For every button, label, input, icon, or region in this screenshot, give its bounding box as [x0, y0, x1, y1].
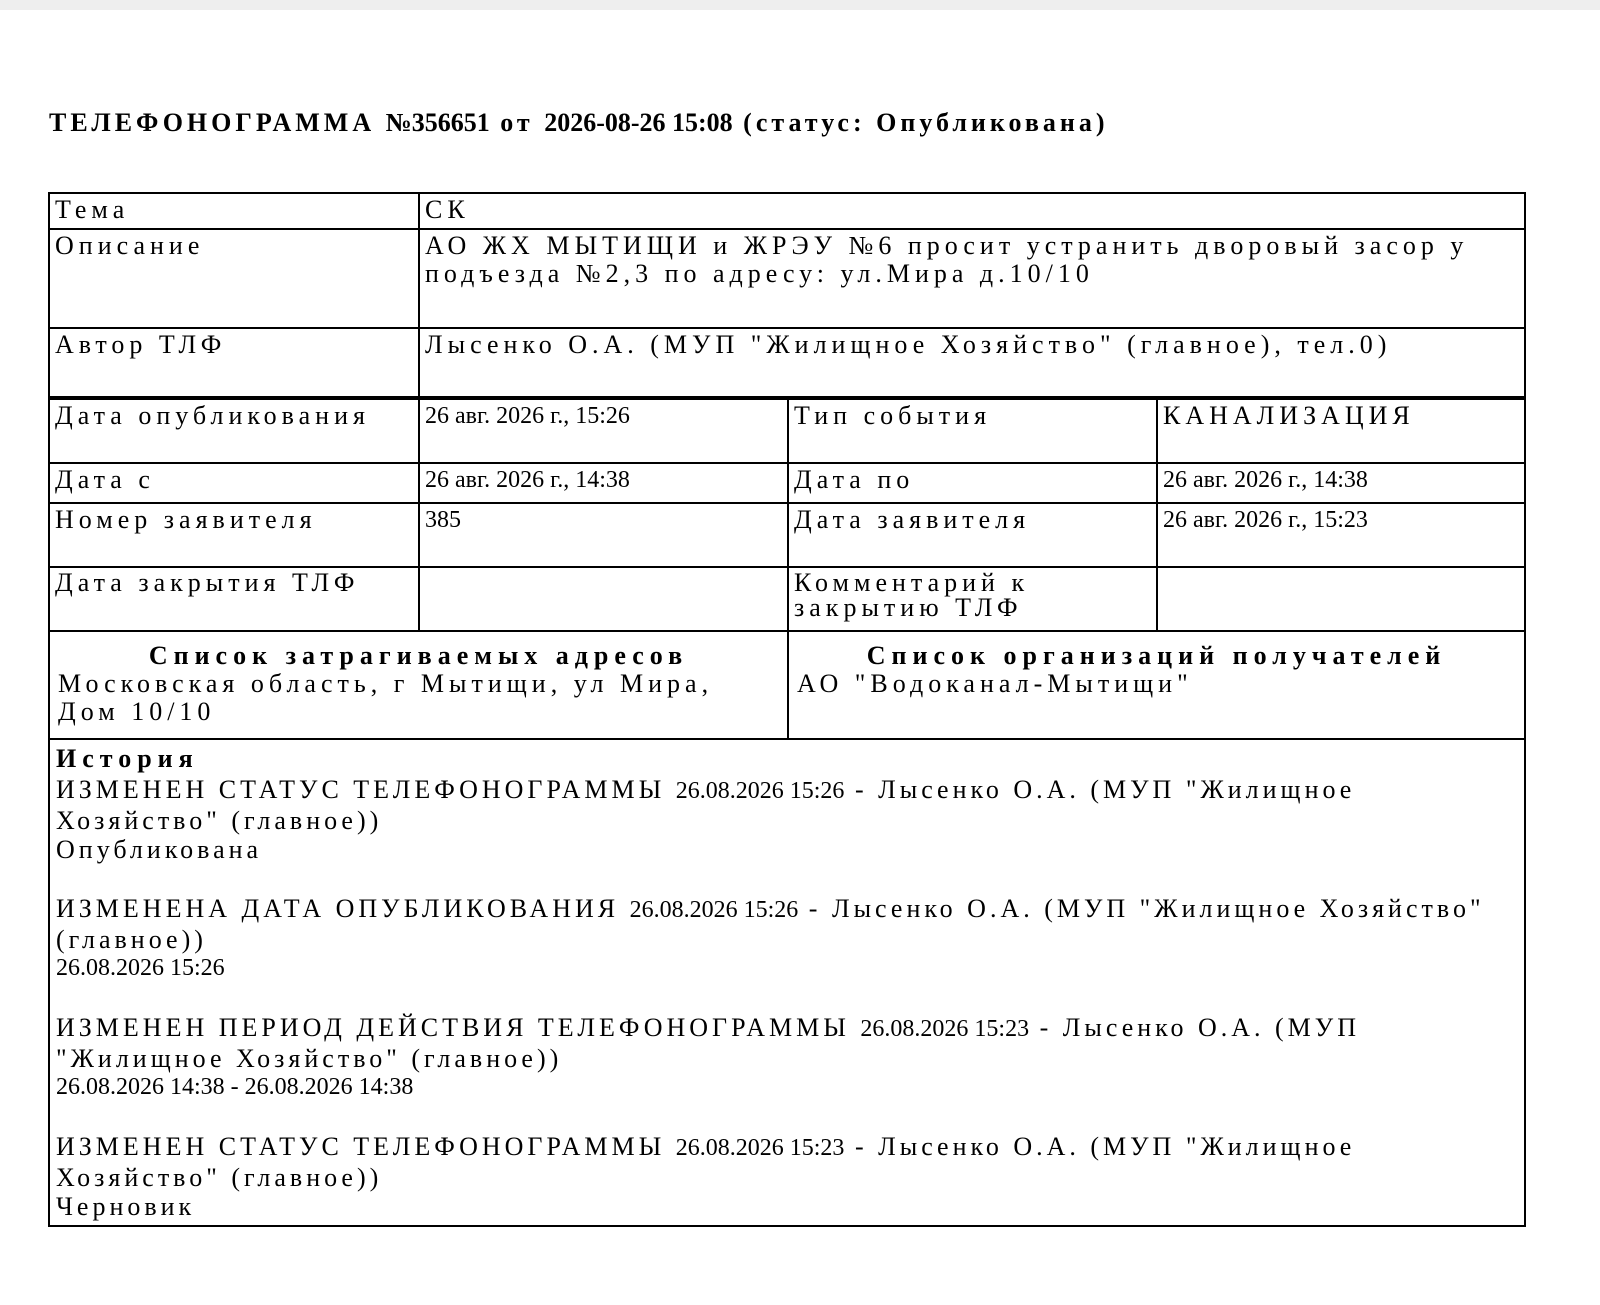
row-topic [50, 194, 1524, 230]
history-author: - Лысенко О.А. (МУП "Жилищное Хозяйство" (главное)) [56, 775, 1356, 835]
topic-value: СК [418, 194, 1524, 228]
history-title: История [56, 744, 199, 773]
title-number: №356651 [385, 108, 490, 137]
event-type-value: КАНАЛИЗАЦИЯ [1156, 400, 1524, 462]
row-lists [50, 632, 1524, 740]
published-value: 26 авг. 2026 г., 15:26 [418, 400, 787, 462]
title-from: от [500, 108, 534, 137]
row-published [50, 400, 1524, 464]
row-author [50, 329, 1524, 400]
history-entry [56, 775, 1518, 864]
history-author: - Лысенко О.А. (МУП "Жилищное Хозяйство" (главное)) [56, 894, 1485, 954]
telephonogram-table [48, 192, 1526, 1227]
history-author: - Лысенко О.А. (МУП "Жилищное Хозяйство" (главное)) [56, 1013, 1360, 1073]
row-applicant [50, 504, 1524, 568]
date-from-value: 26 авг. 2026 г., 14:38 [418, 464, 787, 502]
history-timestamp: 26.08.2026 15:26 [675, 778, 845, 804]
recipients-section [787, 632, 1524, 738]
close-date-label: Дата закрытия ТЛФ [55, 568, 360, 597]
history-value: 26.08.2026 15:26 [56, 955, 225, 981]
history-entry [56, 1132, 1518, 1221]
description-value: АО ЖХ МЫТИЩИ и ЖРЭУ №6 просит устранить дворовый засор у подъезда №2,3 по адресу: ул.Мира д.10/10 [418, 230, 1524, 327]
row-closing [50, 568, 1524, 632]
applicant-date-label: Дата заявителя [787, 504, 1156, 566]
addresses-value: Московская область, г Мытищи, ул Мира, Дом 10/10 [58, 669, 714, 726]
history-section [50, 740, 1524, 1225]
history-action: ИЗМЕНЕН ПЕРИОД ДЕЙСТВИЯ ТЕЛЕФОНОГРАММЫ [56, 1013, 850, 1042]
addresses-section [50, 632, 787, 738]
history-action: ИЗМЕНЕН СТАТУС ТЕЛЕФОНОГРАММЫ [56, 1132, 666, 1161]
author-label: Автор ТЛФ [55, 330, 227, 359]
applicant-date-value: 26 авг. 2026 г., 15:23 [1156, 504, 1524, 566]
history-value: Опубликована [56, 835, 263, 864]
addresses-title: Список затрагиваемых адресов [148, 641, 689, 670]
recipients-title: Список организаций получателей [866, 641, 1447, 670]
history-timestamp: 26.08.2026 15:23 [675, 1135, 845, 1161]
date-to-label: Дата по [787, 464, 1156, 502]
document-title [49, 108, 1109, 138]
title-status: (статус: Опубликована) [743, 108, 1109, 137]
date-to-value: 26 авг. 2026 г., 14:38 [1156, 464, 1524, 502]
close-comment-value [1156, 568, 1524, 630]
close-comment-label: Комментарий к закрытию ТЛФ [787, 568, 1156, 630]
history-timestamp: 26.08.2026 15:26 [629, 897, 799, 923]
history-value: Черновик [56, 1192, 196, 1221]
close-date-value [418, 568, 787, 630]
history-timestamp: 26.08.2026 15:23 [860, 1016, 1030, 1042]
history-action: ИЗМЕНЕНА ДАТА ОПУБЛИКОВАНИЯ [56, 894, 620, 923]
description-label: Описание [55, 231, 205, 260]
author-value: Лысенко О.А. (МУП "Жилищное Хозяйство" (главное), тел.0) [418, 329, 1524, 396]
history-author: - Лысенко О.А. (МУП "Жилищное Хозяйство" (главное)) [56, 1132, 1356, 1192]
topic-label: Тема [55, 195, 130, 224]
title-prefix: ТЕЛЕФОНОГРАММА [49, 108, 376, 137]
title-datetime: 2026-08-26 15:08 [544, 108, 733, 137]
row-description [50, 230, 1524, 329]
recipients-value: АО "Водоканал-Мытищи" [797, 669, 1193, 698]
event-type-label: Тип события [787, 400, 1156, 462]
history-action: ИЗМЕНЕН СТАТУС ТЕЛЕФОНОГРАММЫ [56, 775, 666, 804]
applicant-number-label: Номер заявителя [55, 505, 317, 534]
date-from-label: Дата с [55, 465, 155, 494]
history-value: 26.08.2026 14:38 - 26.08.2026 14:38 [56, 1074, 414, 1100]
row-history [50, 740, 1524, 1225]
published-label: Дата опубликования [55, 401, 370, 430]
applicant-number-value: 385 [418, 504, 787, 566]
row-dates [50, 464, 1524, 504]
history-entry [56, 894, 1518, 983]
history-entry [56, 1013, 1518, 1102]
top-strip [0, 0, 1600, 10]
